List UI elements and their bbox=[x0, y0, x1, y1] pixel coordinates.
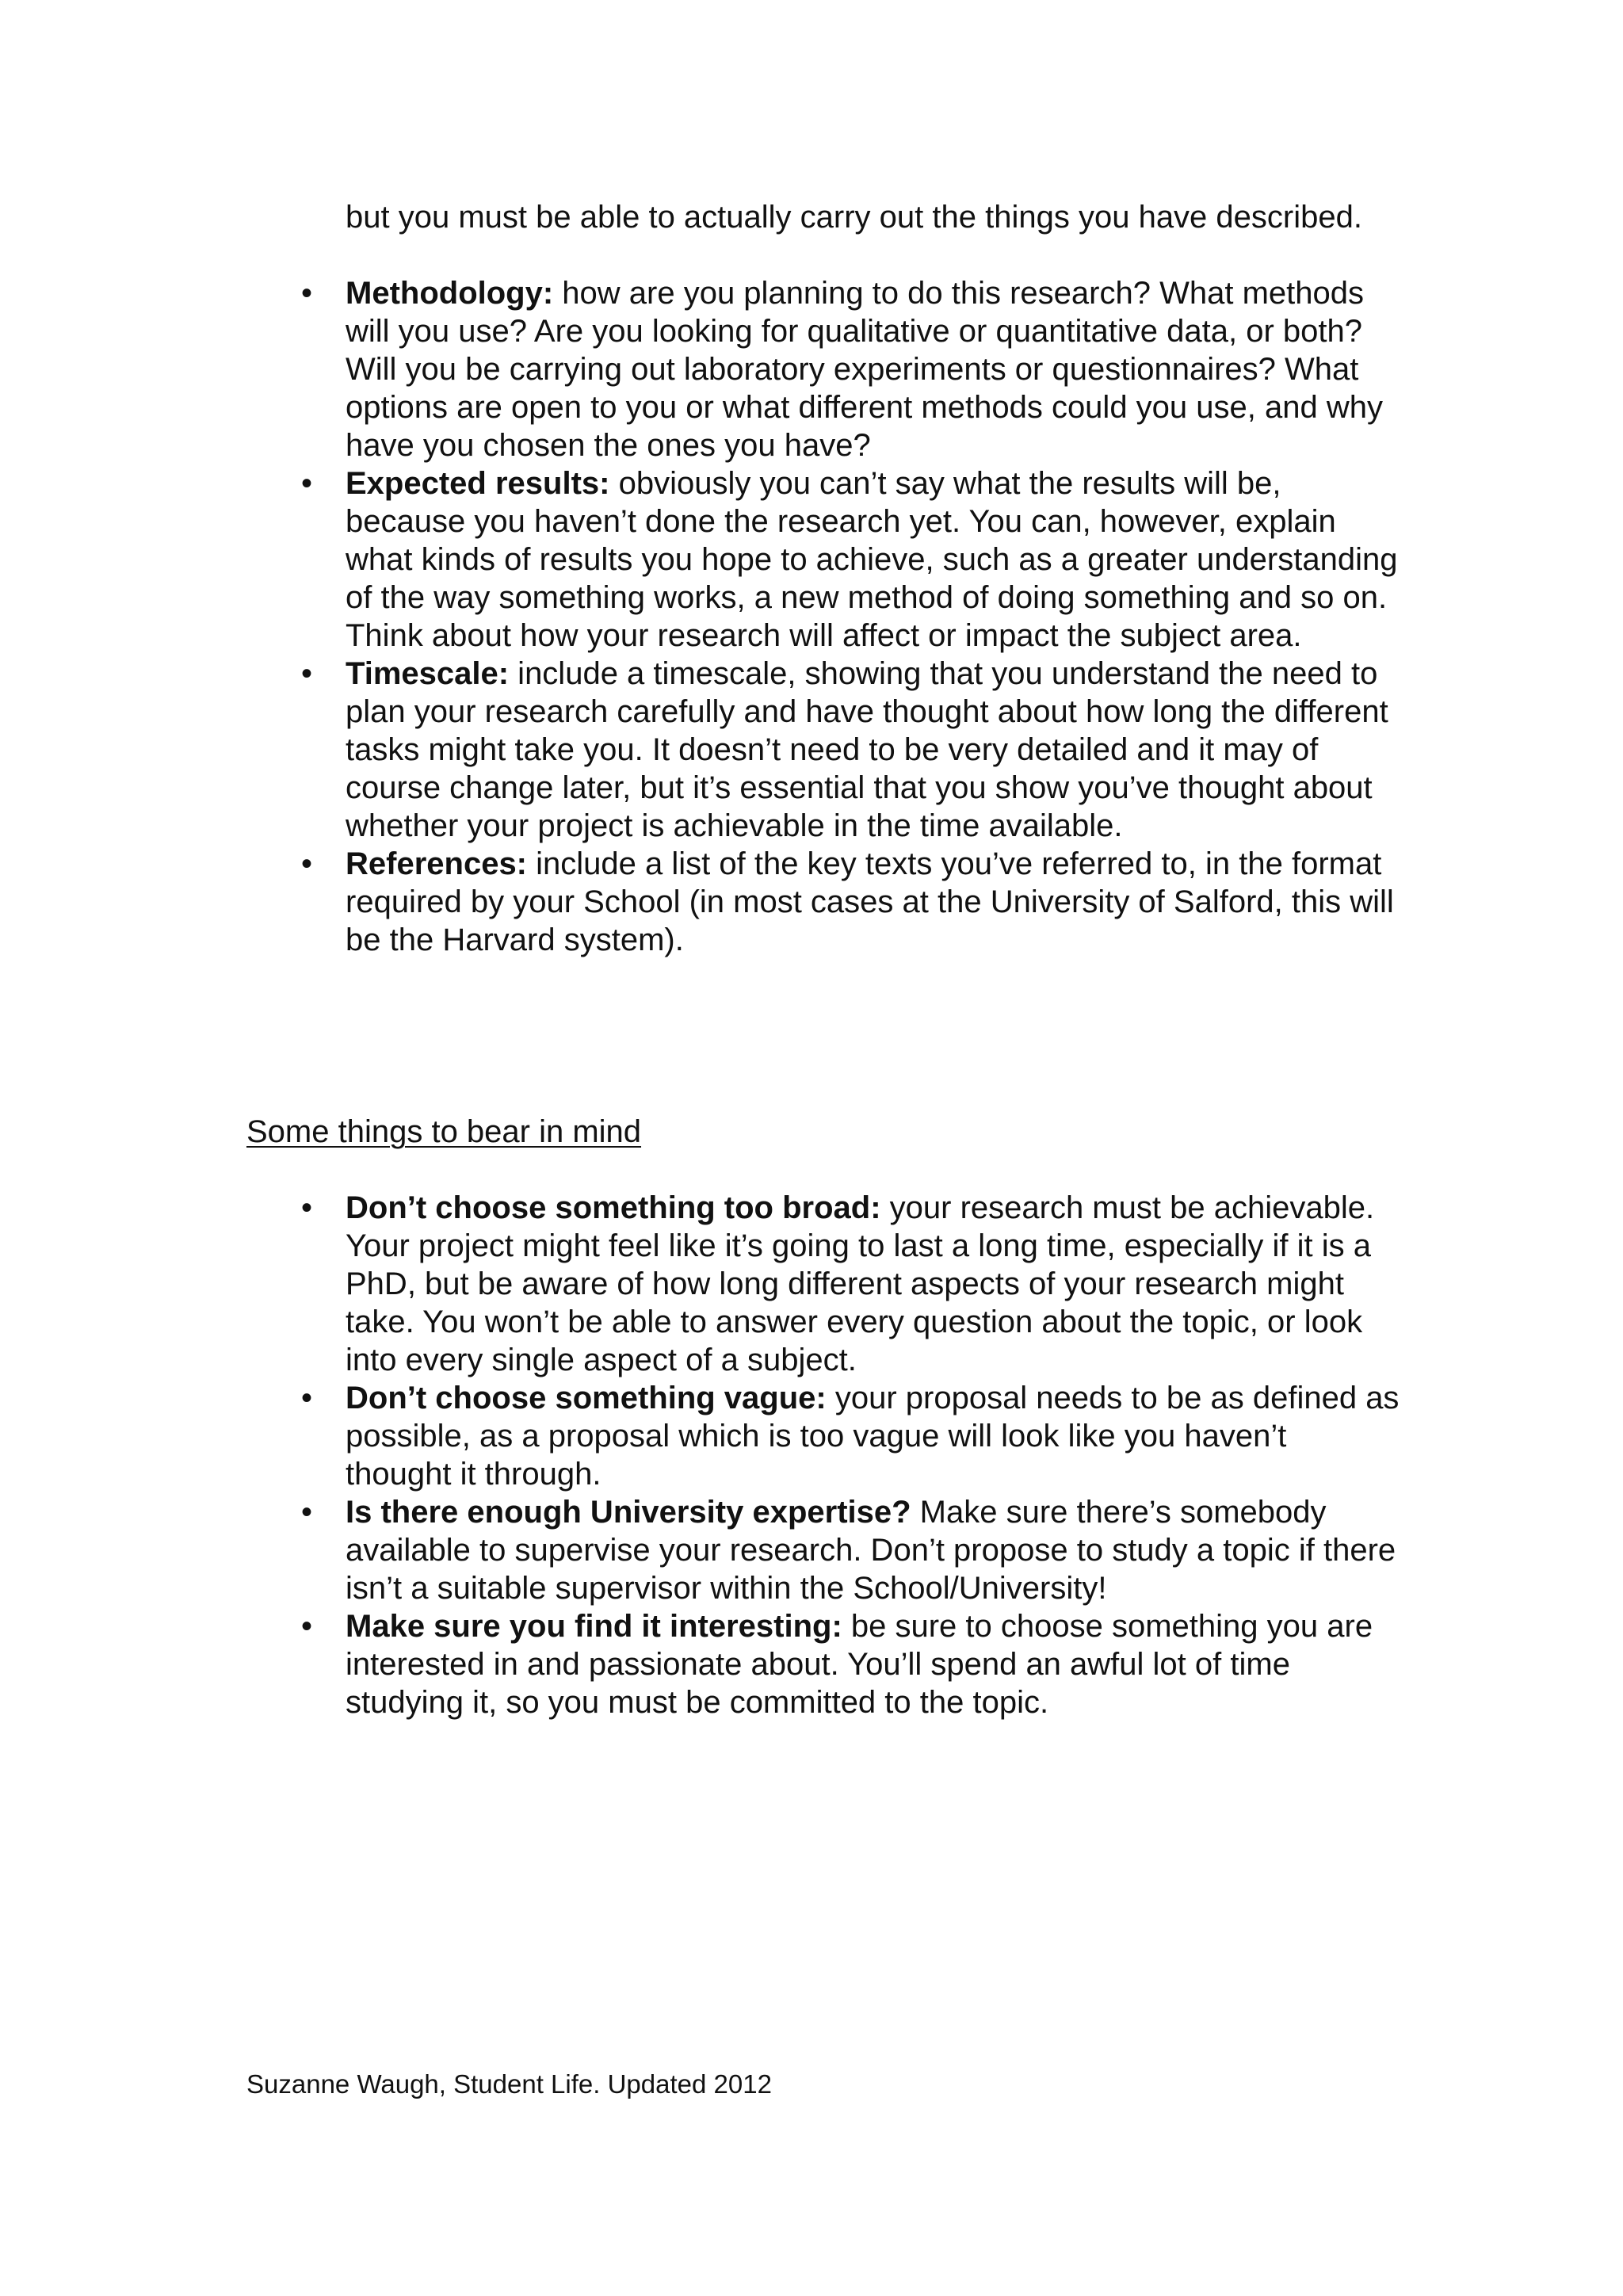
list-item-text: your research must be achievable. Your project might feel like it’s going to last a long time, especially if it is a PhD, but be aware of how long different aspects of your research might take. You won’t be able to answer every question about the topic, or look into every single aspect of a subject. bbox=[346, 1190, 1375, 1377]
list-item-text: obviously you can’t say what the results will be, because you haven’t done the research yet. You can, however, explain what kinds of results you hope to achieve, such as a greater understanding of the way something works, a new method of doing something and so on. Think about how your research will affect or impact the subject area. bbox=[346, 466, 1398, 653]
continuation-paragraph: but you must be able to actually carry out the things you have described. bbox=[346, 200, 1362, 235]
bullet-icon: • bbox=[301, 276, 313, 311]
bullet-icon: • bbox=[301, 1381, 313, 1415]
list-item-term: References: bbox=[346, 846, 528, 881]
list-item-timescale bbox=[301, 655, 1400, 845]
list-item-term: Methodology: bbox=[346, 276, 554, 311]
list-item-text: Make sure there’s somebody available to supervise your research. Don’t propose to study a topic if there isn’t a suitable supervisor within the School/University! bbox=[346, 1495, 1396, 1606]
list-item-term: Make sure you find it interesting: bbox=[346, 1609, 842, 1644]
list-item-methodology bbox=[301, 274, 1400, 464]
list-item-interesting bbox=[301, 1607, 1400, 1721]
list-item-text: how are you planning to do this research? What methods will you use? Are you looking for qualitative or quantitative data, or both? Will you be carrying out laboratory experiments or questionnaires? What options are open to you or what different methods could you use, and why have you chosen the ones you have? bbox=[346, 276, 1383, 463]
list-item-term: Timescale: bbox=[346, 656, 510, 691]
list-item-too-broad bbox=[301, 1189, 1400, 1379]
page-footer: Suzanne Waugh, Student Life. Updated 2012 bbox=[246, 2069, 772, 2099]
list-item-text: your proposal needs to be as defined as possible, as a proposal which is too vague will look like you haven’t thought it through. bbox=[346, 1381, 1400, 1492]
list-item-vague bbox=[301, 1379, 1400, 1493]
bullet-icon: • bbox=[301, 466, 313, 501]
list-item-term: Don’t choose something vague: bbox=[346, 1381, 827, 1415]
bullet-icon: • bbox=[301, 1609, 313, 1644]
bullet-icon: • bbox=[301, 656, 313, 691]
list-item-term: Is there enough University expertise? bbox=[346, 1495, 911, 1530]
bullet-icon: • bbox=[301, 1190, 313, 1225]
list-item-expertise bbox=[301, 1493, 1400, 1607]
bullet-icon: • bbox=[301, 846, 313, 881]
section-heading: Some things to bear in mind bbox=[246, 1114, 642, 1149]
list-item-text: be sure to choose something you are interested in and passionate about. You’ll spend an awful lot of time studying it, so you must be committed to the topic. bbox=[346, 1609, 1373, 1720]
list-item-term: Don’t choose something too broad: bbox=[346, 1190, 881, 1225]
list-item-text: include a list of the key texts you’ve referred to, in the format required by your School (in most cases at the University of Salford, this will be the Harvard system). bbox=[346, 846, 1394, 957]
list-item-term: Expected results: bbox=[346, 466, 610, 501]
list-item-expected-results bbox=[301, 464, 1400, 655]
list-item-references bbox=[301, 845, 1400, 959]
bullet-icon: • bbox=[301, 1495, 313, 1530]
list-item-text: include a timescale, showing that you understand the need to plan your research carefully and have thought about how long the different tasks might take you. It doesn’t need to be very detailed and it may of course change later, but it’s essential that you show you’ve thought about whether your project is achievable in the time available. bbox=[346, 656, 1388, 843]
bear-in-mind-list bbox=[301, 1189, 1400, 1721]
proposal-sections-list bbox=[301, 274, 1400, 959]
